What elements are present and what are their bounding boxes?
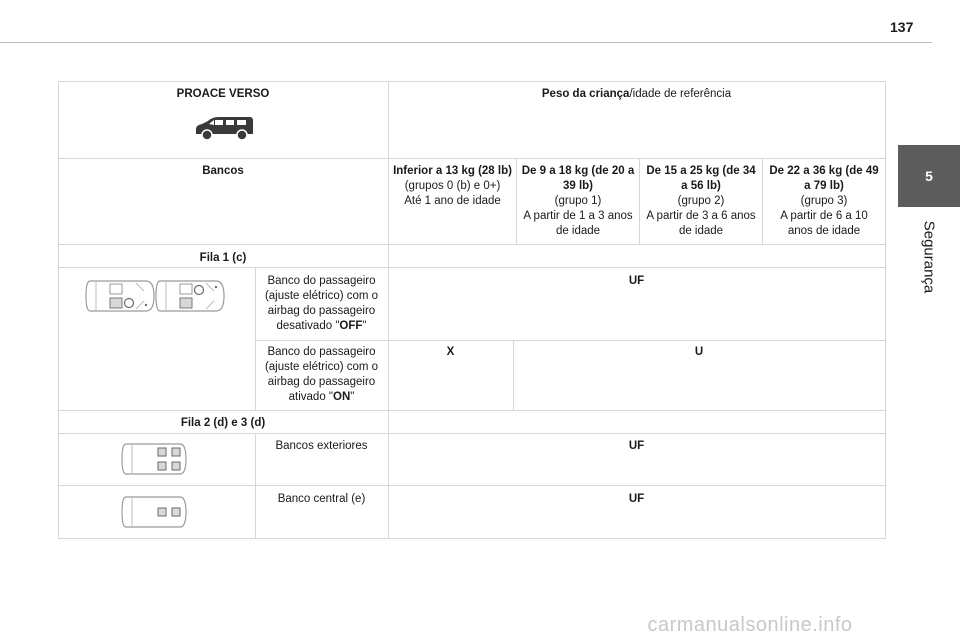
car-top-rhd-icon (154, 279, 226, 313)
row2-outer-value: UF (628, 440, 645, 452)
row1-on-value-group0: X (446, 346, 455, 358)
row2-outer-label: Bancos exteriores (275, 440, 368, 452)
row1-title: Fila 1 (c) (199, 252, 247, 264)
row1-off-label: Banco do passageiro (ajuste elétrico) com o airbag do passageiro desativado "OFF" (264, 275, 379, 332)
weight-header-bold: Peso da criança (541, 88, 630, 100)
row1-on-value-rest: U (694, 346, 704, 358)
van-side-icon (193, 113, 255, 143)
vehicle-title: PROACE VERSO (176, 88, 270, 100)
chapter-tab[interactable]: 5 (898, 145, 960, 207)
group-header-2: De 15 a 25 kg (de 34 a 56 lb) (grupo 2) A partir de 3 a 6 anos de idade (646, 165, 756, 237)
weight-header-rest: /idade de referência (629, 88, 732, 100)
row1-off-value: UF (628, 275, 645, 287)
row2-title: Fila 2 (d) e 3 (d) (180, 417, 266, 429)
top-rule (0, 42, 932, 43)
row2-center-value: UF (628, 493, 645, 505)
chapter-label-text: Segurança (920, 220, 938, 294)
row1-on-label: Banco do passageiro (ajuste elétrico) com o airbag do passageiro ativado "ON" (264, 346, 379, 403)
car-top-lhd-icon (84, 279, 156, 313)
seats-column-header: Bancos (202, 165, 244, 177)
page-number: 137 (890, 19, 914, 35)
group-header-1: De 9 a 18 kg (de 20 a 39 lb) (grupo 1) A partir de 1 a 3 anos de idade (521, 165, 635, 237)
watermark: carmanualsonline.info (647, 614, 853, 636)
row2-center-label: Banco central (e) (277, 493, 366, 505)
car-rear-outer-seats-icon (120, 442, 188, 476)
chapter-label (898, 207, 960, 307)
group-header-3: De 22 a 36 kg (de 49 a 79 lb) (grupo 3) A partir de 6 a 10 anos de idade (769, 165, 879, 237)
weight-header (388, 87, 885, 102)
group-header-0: Inferior a 13 kg (28 lb) (grupos 0 (b) e 0+) Até 1 ano de idade (393, 165, 512, 207)
car-rear-center-seat-icon (120, 495, 188, 529)
